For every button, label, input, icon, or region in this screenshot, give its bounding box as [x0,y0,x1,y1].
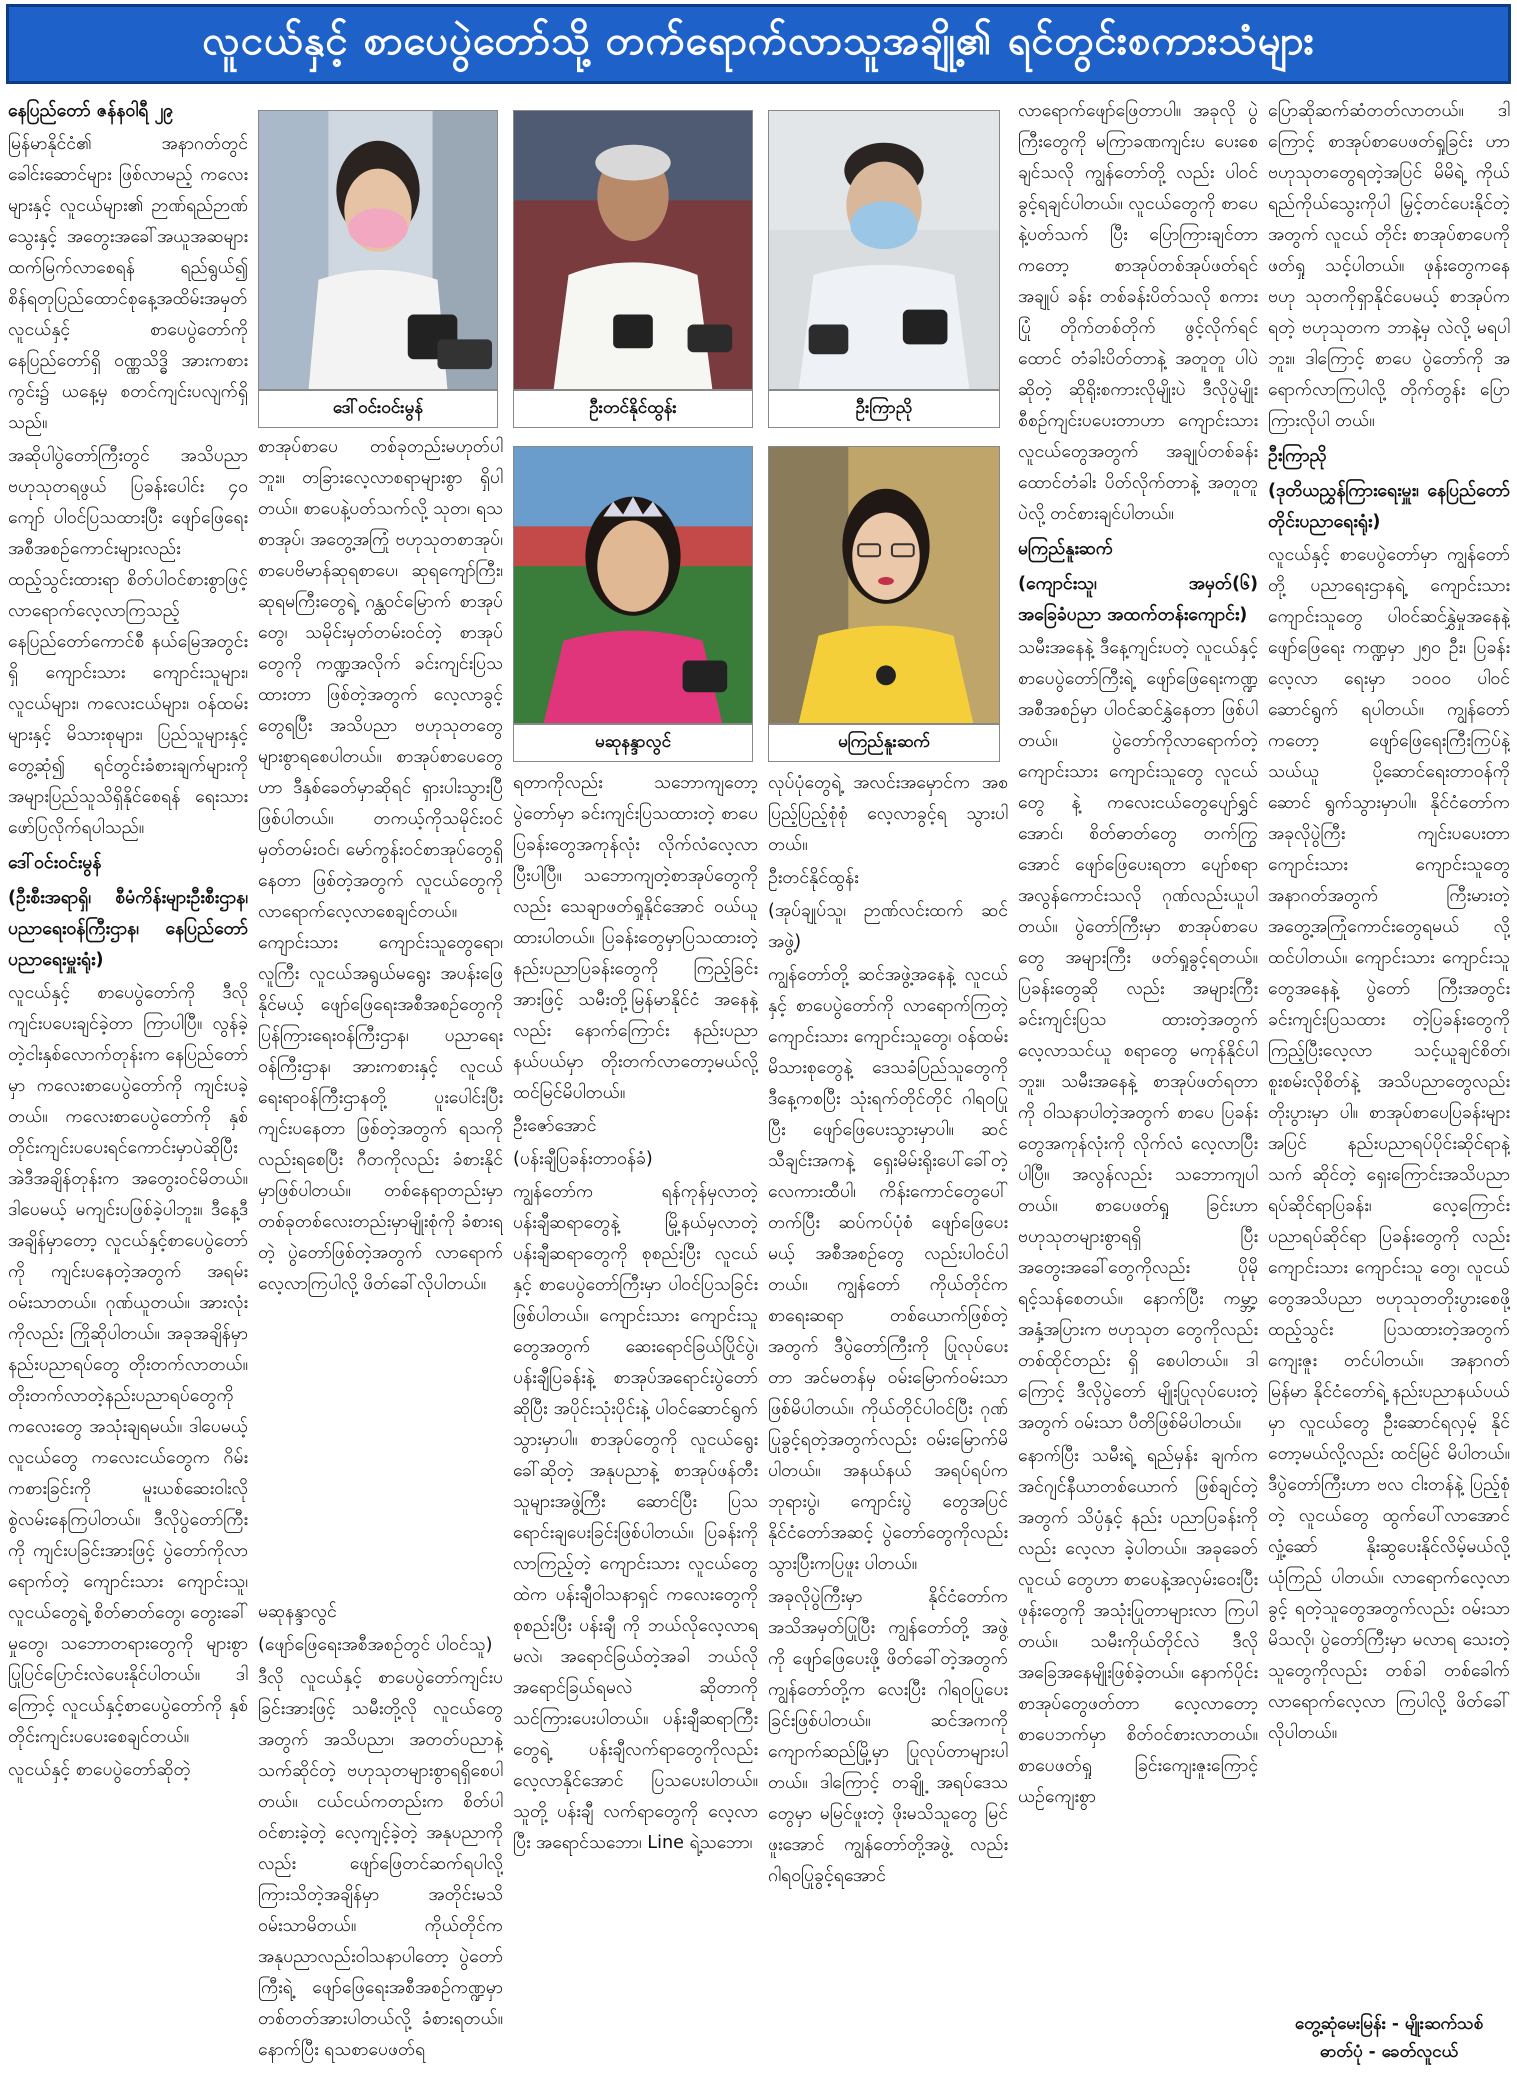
photo-caption: မကြည်နူးဆက် [768,724,1000,762]
photo-man-elder [513,110,753,390]
paragraph: ကျွန်တော်က ရန်ကုန်မှလာတဲ့ ပန်းချီဆရာတွေနဲ့ မြို့နယ်မှလာတဲ့ ပန်းချီဆရာတွေကို စုစည်းပြီး လူငယ်နှင့် စာပေပွဲတော်ကြီးမှာ ပါဝင်ပြသခြင်း ဖြစ်ပါတယ်။ ကျောင်းသား ကျောင်းသူတွေအတွက် ဆေးရောင်ခြယ်ပြိုင်ပွဲ၊ ပန်းချီပြခန်းနဲ့ စာအုပ်အရောင်းပွဲတော်ဆိုပြီး အပိုင်းသုံးပိုင်းနဲ့ ပါဝင်ဆောင်ရွက်သွားမှာပါ။ စာအုပ်တွေကို လူငယ်ရွေးခေါ်ဆိုတဲ့ အနုပညာနဲ့ စာအုပ်ဖန်တီးသူများအဖွဲ့ကြီး ဆောင်ပြီး ပြသရောင်းချပေးခြင်းဖြစ်ပါတယ်။ ပြခန်းကို လာကြည့်တဲ့ ကျောင်းသား လူငယ်တွေထဲက ပန်းချီဝါသနာရှင် ကလေးတွေကို စုစည်းပြီး ပန်းချီ ကို ဘယ်လိုလေ့လာရမလဲ၊ အရောင်ခြယ်တဲ့အခါ ဘယ်လိုအရောင်ခြယ်ရမလဲ ဆိုတာကို သင်ကြားပေးပါတယ်။ ပန်းချီဆရာကြီးတွေရဲ့ ပန်းချီလက်ရာတွေကိုလည်း လေ့လာနိုင်အောင် ပြသပေးပါတယ်။ သူတို့ ပန်းချီ လက်ရာတွေကို လေ့လာပြီး အရောင်သဘော၊ Line ရဲ့သဘော၊ [513,1182,758,1853]
photo-caption: ဦးတင်နိုင်ထွန်း [513,390,753,428]
interviewee-title: (အုပ်ချုပ်သူ၊ ဉာဏ်လင်းထက် ဆင်အဖွဲ့) [768,901,1008,952]
paragraph: မြန်မာနိုင်ငံ၏ အနာဂတ်တွင် ခေါင်းဆောင်များ ဖြစ်လာမည့် ကလေးများနှင့် လူငယ်များ၏ ဉာဏ်ရည်ဉာဏ်သွေးနှင့် အတွေးအခေါ်အယူအဆများ ထက်မြက်လာစေရန် ရည်ရွယ်၍ စိန်ရတုပြည်ထောင်စုနေ့အထိမ်းအမှတ် လူငယ်နှင့် စာပေပွဲတော်ကို နေပြည်တော်ရှိ ဝဏ္ဏသိဒ္ဓိ အားကစားကွင်း၌ ယနေ့မှ စတင်ကျင်းပလျက်ရှိသည်။ [8,134,248,433]
paragraph: စာအုပ်စာပေ တစ်ခုတည်းမဟုတ်ပါဘူး။ တခြားလေ့လာစရာများစွာ ရှိပါတယ်။ စာပေနဲ့ပတ်သက်လို့ သုတ၊ ရသစာအုပ်၊ အတွေ့အကြုံ ဗဟုသုတစာအုပ်၊ စာပေဗိမာန်ဆုရစာပေ၊ ဆုရကျော်ကြီး၊ ဆုရမကြီးတွေရဲ့ ဂန္ထဝင်မြောက် စာအုပ်တွေ၊ သမိုင်းမှတ်တမ်းဝင်တဲ့ စာအုပ်တွေကို ကဏ္ဍအလိုက် ခင်းကျင်းပြသထားတာ ဖြစ်တဲ့အတွက် လေ့လာခွင့်တွေရပြီး အသိပညာ ဗဟုသုတတွေ များစွာရစေပါတယ်။ စာအုပ်စာပေတွေဟာ ဒီနှစ်ခေတ်မှာဆိုရင် ရှားပါးသွားပြီ ဖြစ်ပါတယ်။ တကယ့်ကိုသမိုင်းဝင်မှတ်တမ်းဝင်၊ မော်ကွန်းဝင်စာအုပ်တွေရှိနေတာ ဖြစ်တဲ့အတွက် လူငယ်တွေကို လာရောက်လေ့လာစေချင်တယ်။ ကျောင်းသား ကျောင်းသူတွေရော၊ လူကြီး လူငယ်အရွယ်မရွေး အပန်းဖြေနိုင်မယ့် ဖျော်ဖြေရေးအစီအစဉ်တွေကို ပြန်ကြားရေးဝန်ကြီးဌာန၊ ပညာရေးဝန်ကြီးဌာန၊ အားကစားနှင့် လူငယ်ရေးရာဝန်ကြီးဌာနတို့ ပူးပေါင်းပြီးကျင်းပနေတာ ဖြစ်တဲ့အတွက် ရသကိုလည်းရစေပြီး ဂီတကိုလည်း ခံစားနိုင်မှာဖြစ်ပါတယ်။ တစ်နေရာတည်းမှာ တစ်ခုတစ်လေးတည်းမှာမျိုးစုံကို ခံစားရတဲ့ ပွဲတော်ဖြစ်တဲ့အတွက် လာရောက်လေ့လာကြပါလို့ ဖိတ်ခေါ်လိုပါတယ်။ [258,437,503,1294]
paragraph: လူငယ်နှင့် စာပေပွဲတော်ဆိုတဲ့ [8,1760,191,1780]
paragraph: နောက်ပြီး သမီးရဲ့ ရည်မှန်း ချက်ကအင်ဂျင်နီယာတစ်ယောက် ဖြစ်ချင်တဲ့အတွက် သိပ္ပံနှင့် နည်း ပညာပြခန်းကိုလည်း လေ့လာ ခဲ့ပါတယ်။ အခုခေတ်လူငယ် တွေဟာ စာပေနဲ့အလှမ်းဝေးပြီး ဖုန်းတွေကို အသုံးပြုတာများလာ ကြပါတယ်။ သမီးကိုယ်တိုင်လဲ ဒီလိုအခြေအနေမျိုးဖြစ်ခဲ့တယ်။ နောက်ပိုင်း စာအုပ်တွေဖတ်တာ လေ့လာတော့ စာပေဘက်မှာ စိတ်ဝင်စားလာတယ်။ စာပေဖတ်ရှု ခြင်းကျေးဇူးကြောင့် ယဉ်ကျေးစွာ [1018,1446,1258,1807]
credit-photo: ဓာတ်ပုံ - ခေတ်လူငယ် [1319,2042,1459,2062]
paragraph: လာရောက်ဖျော်ဖြေတာပါ။ အခုလို ပွဲကြီးတွေကို မကြာခဏကျင်းပ ပေးစေချင်သလို ကျွန်တော်တို့ လည်း ပါဝင်ခွင့်ရချင်ပါတယ်။ လူငယ်တွေကို စာပေနဲ့ပတ်သက် ပြီး ပြောကြားချင်တာကတော့ စာအုပ်တစ်အုပ်ဖတ်ရင် အချုပ် ခန်း တစ်ခန်းပိတ်သလို စကားပြုံ တိုက်တစ်တိုက် ဖွင့်လိုက်ရင် ထောင် တံခါးပိတ်တာနဲ့ အတူတူ ပါပဲဆိုတဲ့ ဆိုရိုးစကားလိုမျိုးပဲ ဒီလိုပွဲမျိုးစီစဉ်ကျင်းပပေးတာဟာ ကျောင်းသား လူငယ်တွေအတွက် အချုပ်တစ်ခန်း ထောင်တံခါး ပိတ်လိုက်တာနဲ့ အတူတူပဲလို့ တင်စားချင်ပါတယ်။ [1018,101,1258,524]
paragraph: ကျွန်တော်တို့ ဆင်အဖွဲ့အနေနဲ့ လူငယ်နှင့် စာပေပွဲတော်ကို လာရောက်ကြတဲ့ ကျောင်းသား ကျောင်းသူတွေ၊ ဝန်ထမ်းမိသားစုတွေနဲ့ ဒေသခံပြည်သူတွေကို ဒီနေ့ကစပြီး သုံးရက်တိုင်တိုင် ဂါရဝပြုပြီး ဖျော်ဖြေပေးသွားမှာပါ။ ဆင်သီချင်းအကနဲ့ ရှေးမိမ်းရိုးပေါ်ခေါ်တဲ့လေကားထီပါ၊ ကိန်းကောင်တွေပေါ်တက်ပြီး ဆပ်ကပ်ပုံစံ ဖျော်ဖြေပေးမယ့် အစီအစဉ်တွေ လည်းပါဝင်ပါတယ်။ ကျွန်တော် ကိုယ်တိုင်က စာရေးဆရာ တစ်ယောက်ဖြစ်တဲ့အတွက် ဒီပွဲတော်ကြီးကို ပြုလုပ်ပေးတာ အင်မတန်မှ ဝမ်းမြောက်ဝမ်းသာ ဖြစ်မိပါတယ်။ ကိုယ်တိုင်ပါဝင်ပြီး ဂုဏ်ပြုခွင့်ရတဲ့အတွက်လည်း ဝမ်းမြောက်မိပါတယ်။ အနယ်နယ် အရပ်ရပ်က ဘုရားပွဲ၊ ကျောင်းပွဲ တွေအပြင် နိုင်ငံတော်အဆင့် ပွဲတော်တွေကိုလည်း သွားပြီးကပြဖူး ပါတယ်။ [768,965,1008,1574]
photo-caption: ဒေါ်ဝင်းဝင်းမွန် [258,390,498,428]
headline-banner [6,4,1511,84]
interviewee-title: (ဦးစီးအရာရှိ၊ စီမံကိန်းများဦးစီးဌာန၊ ပညာရေးဝန်ကြီးဌာန၊ နေပြည်တော်ပညာရေးမှူးရုံး) [8,888,248,970]
article-column-4 [768,768,1008,2092]
article-column-3 [513,768,758,2092]
paragraph: အဆိုပါပွဲတော်ကြီးတွင် အသိပညာဗဟုသုတရဖွယ် ပြခန်းပေါင်း ၄၀ ကျော် ပါဝင်ပြသထားပြီး ဖျော်ဖြေရေးအစီအစဉ်ကောင်းများလည်း ထည့်သွင်းထားရာ စိတ်ပါဝင်စားစွာဖြင့် လာရောက်လေ့လာကြသည့် နေပြည်တော်ကောင်စီ နယ်မြေအတွင်းရှိ ကျောင်းသား ကျောင်းသူများ၊ လူငယ်များ၊ ကလေးငယ်များ၊ ဝန်ထမ်းများနှင့် မိသားစုများ၊ ပြည်သူများနှင့်တွေ့ဆုံ၍ ရင်တွင်းခံစားချက်များကို အများပြည်သူသိရှိနိုင်စေရန် ရေးသားဖော်ပြလိုက်ရပါသည်။ [8,446,248,838]
photo-woman-pink-mask [258,110,498,390]
paragraph: အခုလိုပွဲကြီးမှာ နိုင်ငံတော်က အသိအမှတ်ပြုပြီး ကျွန်တော်တို့ အဖွဲ့ကို ဖျော်ဖြေပေးဖို့ ဖိတ်ခေါ်တဲ့အတွက် ကျွန်တော်တို့က လေးပြီး ဂါရဝပြုပေးခြင်းဖြစ်ပါတယ်။ ဆင်အကကို ကျောက်ဆည်မြို့မှာ ပြုလုပ်တာများပါတယ်။ ဒါကြောင့် တချို့ အရပ်ဒေသတွေမှာ မမြင်ဖူးတဲ့ ဖိုးမသိသူတွေ မြင်ဖူးအောင် ကျွန်တော်တို့အဖွဲ့ လည်း ဂါရဝပြုခွင့်ရအောင် [768,1587,1008,1886]
article-column-6 [1268,96,1510,2091]
photo-woman-glasses [768,446,1000,724]
article-column-5 [1018,96,1258,2091]
paragraph: ပြောဆိုဆက်ဆံတတ်လာတယ်။ ဒါကြောင့် စာအုပ်စာပေဖတ်ရှုခြင်း ဟာ ဗဟုသုတတွေရတဲ့အပြင် မိမိရဲ့ ကိုယ်ရည်ကိုယ်သွေးကိုပါ မြှင့်တင်ပေးနိုင်တဲ့အတွက် လူငယ် တိုင်း စာအုပ်စာပေကို ဖတ်ရှု သင့်ပါတယ်။ ဖုန်းတွေကနေ ဗဟု သုတကိုရှာနိုင်ပေမယ့် စာအုပ်က ရတဲ့ ဗဟုသုတက ဘာနဲ့မှ လဲလို့ မရပါဘူး။ ဒါကြောင့် စာပေ ပွဲတော်ကို အရောက်လာကြပါလို့ တိုက်တွန်း ပြောကြားလိုပါ တယ်။ [1268,101,1510,431]
article-column-2 [258,432,503,2092]
credit-interview: တွေ့ဆုံမေးမြန်း - မျိုးဆက်သစ် [1294,2014,1484,2034]
photo-caption: ဦးကြာညို [768,390,1000,428]
paragraph: ဒီလို လူငယ်နှင့် စာပေပွဲတော်ကျင်းပခြင်းအားဖြင့် သမီးတို့လို လူငယ်တွေအတွက် အသိပညာ၊ အတတ်ပညာနဲ့ သက်ဆိုင်တဲ့ ဗဟုသုတများစွာရရှိစေပါတယ်။ ငယ်ငယ်ကတည်းက စိတ်ပါဝင်စားခဲ့တဲ့ လေ့ကျင့်ခဲ့တဲ့ အနုပညာကိုလည်း ဖျော်ဖြေတင်ဆက်ရပါလို့ ကြားသိတဲ့အချိန်မှာ အတိုင်းမသိဝမ်းသာမိတယ်။ ကိုယ်တိုင်က အနုပညာလည်းဝါသနာပါတော့ ပွဲတော်ကြီးရဲ့ ဖျော်ဖြေရေးအစီအစဉ်ကဏ္ဍမှာ တစ်တတ်အားပါတယ်လို့ ခံစားရတယ်။ နောက်ပြီး ရသစာပေဖတ်ရ [258,1668,503,2060]
paragraph: သမီးအနေနဲ့ ဒီနေ့ကျင်းပတဲ့ လူငယ်နှင့်စာပေပွဲတော်ကြီးရဲ့ ဖျော်ဖြေရေးကဏ္ဍ အစီအစဉ်မှာ ပါဝင်ဆင်နွှဲနေတာ ဖြစ်ပါတယ်။ ပွဲတော်ကိုလာရောက်တဲ့ ကျောင်းသား ကျောင်းသူတွေ လူငယ်တွေ နဲ့ ကလေးငယ်တွေပျော်ရွှင်အောင်၊ စိတ်ဓာတ်တွေ တက်ကြွ အောင် ဖျော်ဖြေပေးရတာ ပျော်စရာအလွန်ကောင်းသလို ဂုဏ်လည်းယူပါတယ်။ ပွဲတော်ကြီးမှာ စာအုပ်စာပေတွေ အများကြီး ဖတ်ရှုခွင့်ရတယ်။ ပြခန်းတွေဆို လည်း အများကြီးခင်းကျင်းပြသ ထားတဲ့အတွက် လေ့လာသင်ယူ စရာတွေ မကုန်နိုင်ပါဘူး။ သမီးအနေနဲ့ စာအုပ်ဖတ်ရတာ ကို ဝါသနာပါတဲ့အတွက် စာပေ ပြခန်းတွေအကုန်လုံးကို လိုက်လံ လေ့လာပြီးပါပြီ။ အလွန်လည်း သဘောကျပါတယ်။ စာပေဖတ်ရှု ခြင်းဟာ ဗဟုသုတများစွာရရှိ ပြီး အတွေးအခေါ်တွေကိုလည်း ပိုမိုရင့်သန်စေတယ်။ နောက်ပြီး ကမ္ဘာ့အနှံ့အပြားက ဗဟုသုတ တွေကိုလည်း တစ်ထိုင်တည်း ရှိ စေပါတယ်။ ဒါကြောင့် ဒီလိုပွဲတော် မျိုးပြုလုပ်ပေးတဲ့အတွက် ဝမ်းသာ ပီတိဖြစ်မိပါတယ်။ [1018,638,1258,1433]
interviewee-name: မဆုနန္ဒာလွင် [258,1602,337,1622]
interviewee-title: (ကျောင်းသူ၊ အမှတ်(၆) အခြေခံပညာ အထက်တန်းကျောင်း) [1018,574,1258,625]
paragraph: လူငယ်နှင့် စာပေပွဲတော်မှာ ကျွန်တော်တို့ ပညာရေးဌာနရဲ့ ကျောင်းသား ကျောင်းသူတွေ ပါဝင်ဆင်နွှဲမှုအနေနဲ့ ဖျော်ဖြေရေး ကဏ္ဍမှာ ၂၅၀ ဦး၊ ပြခန်းလေ့လာ ရေးမှာ ၁၀၀၀ ပါဝင်ဆောင်ရွက် ရပါတယ်။ ကျွန်တော်ကတော့ ဖျော်ဖြေရေးကြီးကြပ်နဲ့ သယ်ယူ ပို့ဆောင်ရေးတာဝန်ကို ဆောင် ရွက်သွားမှာပါ။ နိုင်ငံတော်က အခုလိုပွဲကြီး ကျင်းပပေးတာ ကျောင်းသား ကျောင်းသူတွေ အနာဂတ်အတွက် ကြီးမားတဲ့ အတွေ့အကြုံကောင်းတွေရမယ် လို့ ထင်ပါတယ်။ ကျောင်းသား ကျောင်းသူတွေအနေနဲ့ ပွဲတော် ကြီးအတွင်း ခင်းကျင်းပြသထား တဲ့ပြခန်းတွေကိုကြည့်ပြီးလေ့လာ သင့်ယူချင်စိတ်၊ စူးစမ်းလိုစိတ်နဲ့ အသိပညာတွေလည်း တိုးပွားမှာ ပါ။ စာအုပ်စာပေပြခန်းများအပြင် နည်းပညာရပ်ပိုင်းဆိုင်ရာနဲ့ သက် ဆိုင်တဲ့ ရှေးကြောင်းအသိပညာ ရပ်ဆိုင်ရာပြခန်း၊ လေ့ကြောင်း ပညာရပ်ဆိုင်ရာ ပြခန်းတွေကို လည်း ကျောင်းသား ကျောင်းသူ တွေ၊ လူငယ်တွေအသိပညာ ဗဟုသုတတိုးပွားစေဖို့ ထည့်သွင်း ပြသထားတဲ့အတွက် ကျေးဇူး တင်ပါတယ်။ အနာဂတ် မြန်မာ နိုင်ငံတော်ရဲ့ နည်းပညာနယ်ပယ် မှာ လူငယ်တွေ ဦးဆောင်ရလှမ့် နိုင်တော့မယ်လို့လည်း ထင်မြင် မိပါတယ်။ ဒီပွဲတော်ကြီးဟာ ဗလ ငါးတန်နဲ့ ပြည့်စုံတဲ့ လူငယ်တွေ ထွက်ပေါ်လာအောင် လှုံ့ဆော် နိုးဆွပေးနိုင်လိမ့်မယ်လို့ ယုံကြည် ပါတယ်။ လာရောက်လေ့လာခွင့် ရတဲ့သူတွေအတွက်လည်း ဝမ်းသာ မိသလို၊ ပွဲတော်ကြီးမှာ မလာရ သေးတဲ့သူတွေကိုလည်း တစ်ခါ တစ်ခေါက် လာရောက်လေ့လာ ကြပါလို့ ဖိတ်ခေါ်လိုပါတယ်။ [1268,545,1510,1743]
paragraph: လုပ်ပုံတွေရဲ့ အလင်းအမှောင်က အစ ပြည့်ပြည့်စုံစုံ လေ့လာခွင့်ရ သွားပါတယ်။ [768,773,1008,855]
paragraph: ရတာကိုလည်း သဘောကျတော့ ပွဲတော်မှာ ခင်းကျင်းပြသထားတဲ့ စာပေပြခန်းတွေအကုန်လုံး လိုက်လံလေ့လာပြီးပါပြီ။ သဘောကျတဲ့စာအုပ်တွေကိုလည်း သေချာဖတ်ရှုနိုင်အောင် ဝယ်ယူထားပါတယ်။ ပြခန်းတွေမှာပြသထားတဲ့ နည်းပညာပြခန်းတွေကို ကြည့်ခြင်းအားဖြင့် သမီးတို့မြန်မာနိုင်ငံ အနေနဲ့လည်း နောက်ကြောင်း နည်းပညာနယ်ပယ်မှာ တိုးတက်လာတော့မယ်လို့ ထင်မြင်မိပါတယ်။ [513,773,758,1103]
photo-caption: မဆုနန္ဒာလွင် [513,724,753,762]
photo-woman-crown [513,446,753,724]
interviewee-title: (ဒုတိယညွှန်ကြားရေးမှူး၊ နေပြည်တော်တိုင်းပညာရေးရုံး) [1268,481,1510,532]
interviewee-name: ဦးဇော်အောင် [513,1116,597,1136]
interviewee-title: (ဖျော်ဖြေရေးအစီအစဉ်တွင် ပါဝင်သူ) [258,1635,493,1655]
interviewee-name: ဦးကြာညို [1268,446,1327,466]
paragraph: လူငယ်နှင့် စာပေပွဲတော်ကို ဒီလိုကျင်းပပေးချင်ခဲ့တာ ကြာပါပြီ။ လွန်ခဲ့တဲ့ငါးနှစ်လောက်တုန်းက နေပြည်တော်မှာ ကလေးစာပေပွဲတော်ကို ကျင်းပခဲ့တယ်။ ကလေးစာပေပွဲတော်ကို နှစ်တိုင်းကျင်းပပေးရင်ကောင်းမှာပဲဆိုပြီး အဲဒီအချိန်တုန်းက အတွေးဝင်မိတယ်။ ဒါပေမယ့် မကျင်းပဖြစ်ခဲ့ပါဘူး။ ဒီနေ့ဒီအချိန်မှာတော့ လူငယ်နှင့်စာပေပွဲတော်ကို ကျင်းပနေတဲ့အတွက် အရမ်းဝမ်းသာတယ်။ ဂုဏ်ယူတယ်။ အားလုံးကိုလည်း ကြိုဆိုပါတယ်။ အခုအချိန်မှာ နည်းပညာရပ်တွေ တိုးတက်လာတယ်။ တိုးတက်လာတဲ့နည်းပညာရပ်တွေကို ကလေးတွေ အသုံးချရမယ်။ ဒါပေမယ့် လူငယ်တွေ ကလေးငယ်တွေက ဂိမ်းကစားခြင်းကို မူးယစ်ဆေးဝါးလို စွဲလမ်းနေကြပါတယ်။ ဒီလိုပွဲတော်ကြီးကို ကျင်းပခြင်းအားဖြင့် ပွဲတော်ကိုလာရောက်တဲ့ ကျောင်းသား ကျောင်းသူ၊ လူငယ်တွေရဲ့ စိတ်ဓာတ်တွေ၊ တွေးခေါ်မှုတွေ၊ သဘောတရားတွေကို များစွာ ပြုပြင်ပြောင်းလဲပေးနိုင်ပါတယ်။ ဒါကြောင့် လူငယ်နှင့်စာပေပွဲတော်ကို နှစ်တိုင်းကျင်းပပေးစေချင်တယ်။ [8,983,248,1747]
credits [1268,2010,1510,2066]
article-column-1 [8,96,248,2091]
photo-man-blue-mask [768,110,1000,390]
headline: လူငယ်နှင့် စာပေပွဲတော်သို့ တက်ရောက်လာသူအချို့၏ ရင်တွင်းစကားသံများ [202,17,1315,64]
interviewee-title: (ပန်းချီပြခန်းတာဝန်ခံ) [513,1149,653,1169]
interviewee-name: ဦးတင်နိုင်ထွန်း [768,868,859,888]
interviewee-name: မကြည်နူးဆက် [1018,539,1114,559]
dateline: နေပြည်တော် ဇန်နဝါရီ ၂၉ [8,101,174,121]
interviewee-name: ဒေါ်ဝင်းဝင်းမွန် [8,853,102,873]
